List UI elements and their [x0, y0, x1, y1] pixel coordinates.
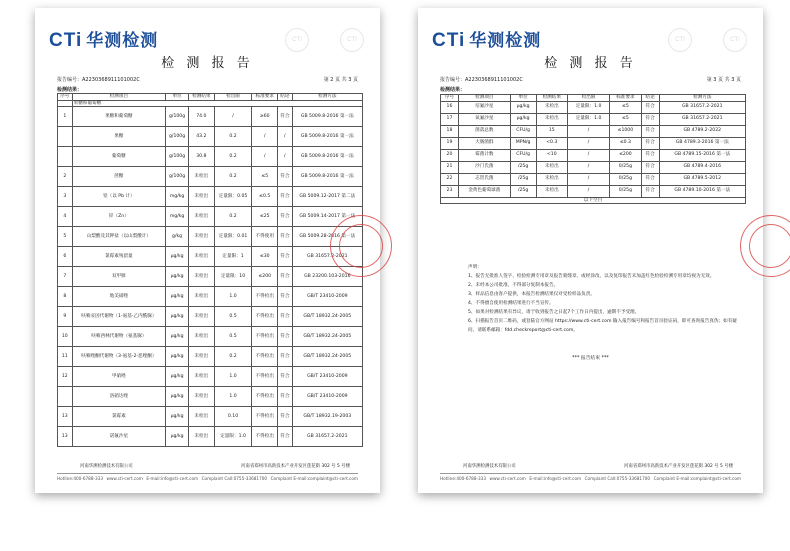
cell-unit: g/100g: [166, 167, 189, 187]
cell-limit: 定量限：1: [214, 247, 252, 267]
cell-item: 菌落总数: [458, 125, 510, 137]
report-number: 报告编号：A2230368911101002C: [57, 77, 140, 83]
table-row: [58, 367, 363, 387]
column-header: 检测方法: [659, 95, 745, 102]
cell-req: ≤1000: [610, 125, 641, 137]
report-end: *** 报告结束 ***: [572, 356, 609, 361]
column-header: 检测结果: [189, 94, 215, 101]
cell-method: GB 23200.103-2016: [292, 267, 362, 287]
results-table: [440, 94, 746, 204]
cell-unit: MPN/g: [510, 137, 536, 149]
cell-unit: CFU/g: [510, 149, 536, 161]
cell-verdict: 符合: [641, 161, 659, 173]
table-row: [441, 173, 746, 185]
cell-no: 23: [441, 185, 459, 197]
cell-item: 呋喃妥因代谢物（1-氨基-乙内酰脲）: [72, 307, 166, 327]
cell-verdict: 符合: [278, 367, 293, 387]
cell-unit: μg/kg: [166, 407, 189, 427]
company-address: 河南省郑州市高新技术产业开发区莲花街 302 号 5 号楼: [624, 464, 733, 469]
cell-result: 15: [536, 125, 567, 137]
note-line: 2、未经本公司批准，不得部分复制本报告。: [468, 283, 559, 288]
cell-req: 不得检出: [252, 307, 278, 327]
cell-verdict: 符合: [278, 107, 293, 127]
table-row: [58, 187, 363, 207]
cell-item: 大肠菌群: [458, 137, 510, 149]
cell-method: GB/T 18932.24-2005: [292, 327, 362, 347]
cell-item: 洛硝达唑: [72, 387, 166, 407]
cell-result: 未检出: [189, 267, 215, 287]
watermark-icon: CTI: [668, 28, 692, 52]
cell-verdict: 符合: [641, 125, 659, 137]
page-title: 检 测 报 告: [544, 56, 637, 71]
table-row: [441, 113, 746, 125]
cell-item: 果糖: [72, 127, 166, 147]
table-row: [58, 207, 363, 227]
cell-no: 8: [58, 287, 73, 307]
results-label: 检测结果：: [440, 87, 466, 93]
cell-result: 未检出: [536, 101, 567, 113]
cell-limit: 0.2: [214, 147, 252, 167]
cell-result: 未检出: [189, 167, 215, 187]
table-row: [58, 267, 363, 287]
website: www.cti-cert.com: [489, 476, 526, 481]
cell-req: ≤200: [610, 149, 641, 161]
report-number: 报告编号：A2230368911101002C: [440, 77, 523, 83]
cell-limit: 1.0: [214, 287, 252, 307]
column-header: 单位: [166, 94, 189, 101]
cell-no: 10: [58, 327, 73, 347]
cell-result: 未检出: [189, 347, 215, 367]
column-header: 序号: [441, 95, 459, 102]
table-row: [58, 387, 363, 407]
cell-method: GB 4789.5-2012: [659, 173, 745, 185]
cell-no: 11: [58, 347, 73, 367]
cell-verdict: 符合: [278, 267, 293, 287]
cell-result: 30.8: [189, 147, 215, 167]
cell-method: GB 5009.8-2016 第一法: [292, 107, 362, 127]
cell-verdict: 符合: [278, 427, 293, 447]
cell-unit: g/100g: [166, 147, 189, 167]
cell-limit: 0.2: [214, 167, 252, 187]
cell-unit: mg/kg: [166, 187, 189, 207]
table-row: [58, 287, 363, 307]
cell-method: GB 4789.10-2016 第一法: [659, 185, 745, 197]
cell-req: ≥60: [252, 107, 278, 127]
cell-item: 金黄色葡萄球菌: [458, 185, 510, 197]
column-header: 结论: [278, 94, 293, 101]
cell-limit: 0.2: [214, 347, 252, 367]
cti-logo: CTi 华测检测: [432, 30, 542, 51]
cell-no: [58, 147, 73, 167]
cell-limit: 定量限：1.0: [214, 427, 252, 447]
note-line: 6、扫描报告首页二维码，或登陆官方网站 https://www.cti-cert.com 输入报告编号和报告首页验证码，即可查询报告真伪；如有疑问，请联系邮箱：fdd.checkreport@cti-cert.com。: [468, 319, 737, 333]
column-header: 检测项目: [458, 95, 510, 102]
table-row: [441, 185, 746, 197]
page-title: 检 测 报 告: [161, 56, 254, 71]
cell-verdict: 符合: [641, 101, 659, 113]
cell-limit: /: [568, 161, 610, 173]
watermark-icon: CTI: [723, 28, 747, 52]
cell-req: ≤5: [252, 167, 278, 187]
table-row: [441, 161, 746, 173]
complaint-call: Complaint Call:0755-33681700: [201, 476, 268, 481]
page-number: 第 3 页 共 3 页: [706, 77, 741, 83]
cell-method: GB/T 18932.24-2005: [292, 347, 362, 367]
cell-unit: μg/kg: [166, 307, 189, 327]
table-row: [58, 167, 363, 187]
column-header: 检测结果: [536, 95, 567, 102]
cell-req: ≤0.3: [610, 137, 641, 149]
cell-limit: 定量限：1.0: [568, 113, 610, 125]
cell-req: ≤200: [252, 267, 278, 287]
cell-unit: μg/kg: [166, 287, 189, 307]
cell-req: 不得使用: [252, 227, 278, 247]
cell-unit: μg/kg: [166, 267, 189, 287]
cell-method: GB/T 23410-2009: [292, 287, 362, 307]
cell-unit: μg/kg: [166, 387, 189, 407]
cell-result: 未检出: [189, 307, 215, 327]
cell-no: 22: [441, 173, 459, 185]
cell-method: GB/T 23410-2009: [292, 387, 362, 407]
column-header: 单位: [510, 95, 536, 102]
cell-result: 未检出: [189, 187, 215, 207]
cell-limit: 定量限：0.05: [214, 187, 252, 207]
cell-limit: 0.2: [214, 127, 252, 147]
group-label: 果糖和葡萄糖: [72, 100, 362, 107]
cell-limit: /: [568, 185, 610, 197]
cell-req: 不得检出: [252, 387, 278, 407]
cell-no: 4: [58, 207, 73, 227]
cell-unit: μg/kg: [166, 247, 189, 267]
cell-item: 甲硝唑: [72, 367, 166, 387]
cell-req: 不得检出: [252, 427, 278, 447]
cell-no: 19: [441, 137, 459, 149]
cell-method: GB 5009.8-2016 第一法: [292, 127, 362, 147]
report-meta: [57, 76, 358, 83]
table-row: [58, 147, 363, 167]
column-header: 结论: [641, 95, 659, 102]
cell-no: 13: [58, 407, 73, 427]
cell-method: GB/T 18932.19-2003: [292, 407, 362, 427]
cell-result: 未检出: [189, 407, 215, 427]
cell-item: 氯霉素: [72, 407, 166, 427]
cell-no: [58, 387, 73, 407]
note-line: 声明：: [468, 265, 482, 270]
cell-req: 不得检出: [252, 407, 278, 427]
column-header: 标准要求: [610, 95, 641, 102]
cell-verdict: /: [278, 127, 293, 147]
cell-req: 0/25g: [610, 161, 641, 173]
cell-result: 未检出: [189, 287, 215, 307]
results-label: 检测结果：: [57, 87, 83, 93]
cell-unit: μg/kg: [510, 113, 536, 125]
cell-verdict: 符合: [641, 173, 659, 185]
cell-unit: g/kg: [166, 227, 189, 247]
cell-no: 1: [58, 107, 73, 127]
cell-req: ≤5: [610, 101, 641, 113]
cell-no: 13: [58, 427, 73, 447]
cell-verdict: 符合: [278, 227, 293, 247]
table-row: [58, 307, 363, 327]
red-seal-stamp: [330, 215, 392, 277]
table-row: [58, 407, 363, 427]
blank-label: 以下空白: [441, 197, 746, 204]
cell-item: 锌（Zn）: [72, 207, 166, 227]
cell-item: 山梨酸及其钾盐（以山梨酸计）: [72, 227, 166, 247]
cell-verdict: 符合: [641, 137, 659, 149]
cell-verdict: 符合: [641, 113, 659, 125]
cell-method: GB 4789.2-2022: [659, 125, 745, 137]
cell-unit: μg/kg: [166, 327, 189, 347]
cell-limit: 1.0: [214, 367, 252, 387]
cell-req: ≤0.5: [252, 187, 278, 207]
cell-limit: 定量限：10: [214, 267, 252, 287]
column-header: 标准要求: [252, 94, 278, 101]
cell-verdict: 符合: [278, 347, 293, 367]
cell-result: 未检出: [536, 185, 567, 197]
cell-verdict: 符合: [278, 327, 293, 347]
cell-method: GB 5009.14-2017 第一法: [292, 207, 362, 227]
cell-limit: 定量限：0.01: [214, 227, 252, 247]
cell-limit: /: [568, 149, 610, 161]
cell-item: 葡萄糖: [72, 147, 166, 167]
hotline: Hotline:400-6788-333: [57, 476, 103, 481]
cell-verdict: 符合: [278, 187, 293, 207]
cell-item: 呋喃西林代谢物（氨基脲）: [72, 327, 166, 347]
cell-limit: 0.2: [214, 207, 252, 227]
cell-req: 不得检出: [252, 367, 278, 387]
note-line: 3、样品信息由客户提供，本报告检测结果仅对受检样品负责。: [468, 292, 595, 297]
results-table: [57, 93, 363, 447]
cell-result: 43.2: [189, 127, 215, 147]
cell-item: 沙门氏菌: [458, 161, 510, 173]
cell-no: 7: [58, 267, 73, 287]
table-row: [441, 125, 746, 137]
cell-item: 培氟沙星: [458, 101, 510, 113]
cell-req: ≤30: [252, 247, 278, 267]
cell-limit: 0.5: [214, 327, 252, 347]
cell-item: 蔗糖: [72, 167, 166, 187]
cell-result: <10: [536, 149, 567, 161]
cell-item: 地美硝唑: [72, 287, 166, 307]
cell-result: <0.3: [536, 137, 567, 149]
table-header: [58, 94, 363, 101]
complaint-email: Complaint E-mail:complaint@cti-cert.com: [653, 476, 741, 481]
watermark-icon: CTI: [285, 28, 309, 52]
cell-verdict: 符合: [278, 287, 293, 307]
cell-result: 未检出: [536, 173, 567, 185]
column-header: 检出限: [214, 94, 252, 101]
cell-result: 未检出: [189, 327, 215, 347]
cell-method: GB 31657.2-2021: [292, 247, 362, 267]
cell-item: 志贺氏菌: [458, 173, 510, 185]
cell-item: 呋喃唑酮代谢物（3-氨基-2-恶唑酮）: [72, 347, 166, 367]
cell-limit: 定量限：1.0: [568, 101, 610, 113]
email: E-mail:info@cti-cert.com: [146, 476, 199, 481]
page-number: 第 2 页 共 3 页: [323, 77, 358, 83]
cell-unit: g/100g: [166, 127, 189, 147]
cell-no: 5: [58, 227, 73, 247]
cell-req: 不得检出: [252, 287, 278, 307]
cell-method: GB 4789.4-2016: [659, 161, 745, 173]
cell-result: 未检出: [189, 387, 215, 407]
cell-req: ≤5: [610, 113, 641, 125]
column-header: 检测项目: [72, 94, 166, 101]
cell-unit: μg/kg: [166, 427, 189, 447]
cell-unit: /25g: [510, 161, 536, 173]
cell-verdict: 符合: [278, 387, 293, 407]
blank-row: [441, 197, 746, 204]
cell-method: GB 31657.2-2021: [292, 427, 362, 447]
cell-verdict: 符合: [641, 185, 659, 197]
cell-limit: 1.0: [214, 387, 252, 407]
report-page-2: [35, 8, 380, 493]
cell-result: 未检出: [536, 113, 567, 125]
cell-method: GB/T 18932.24-2005: [292, 307, 362, 327]
cell-verdict: 符合: [278, 407, 293, 427]
cell-result: 未检出: [189, 207, 215, 227]
cell-verdict: 符合: [278, 167, 293, 187]
cell-limit: /: [568, 173, 610, 185]
cell-no: 18: [441, 125, 459, 137]
cell-unit: /25g: [510, 185, 536, 197]
cell-verdict: /: [278, 147, 293, 167]
cell-req: /: [252, 147, 278, 167]
cell-result: 未检出: [189, 247, 215, 267]
table-row: [58, 107, 363, 127]
company-address: 河南省郑州市高新技术产业开发区莲花街 302 号 5 号楼: [241, 464, 350, 469]
cell-result: 未检出: [189, 367, 215, 387]
cell-method: GB 5009.8-2016 第一法: [292, 167, 362, 187]
note-line: 1、报告无批准人签字、检验检测专用章及报告骑缝章、或经涂改，以及复印报告未加盖红色检验检测专用章均视为无效。: [468, 274, 715, 279]
table-row: [441, 101, 746, 113]
cti-logo: CTi 华测检测: [49, 30, 159, 51]
cell-no: 6: [58, 247, 73, 267]
table-row: [58, 247, 363, 267]
statement-notes: [468, 263, 738, 335]
cell-no: 20: [441, 149, 459, 161]
cell-item: 氯霉素残留量: [72, 247, 166, 267]
cell-no: 3: [58, 187, 73, 207]
website: www.cti-cert.com: [106, 476, 143, 481]
cell-result: 74.0: [189, 107, 215, 127]
cell-method: GB 5009.28-2016 第一法: [292, 227, 362, 247]
cell-req: /: [252, 127, 278, 147]
cell-method: GB 4789.15-2016 第一法: [659, 149, 745, 161]
cell-limit: 0.10: [214, 407, 252, 427]
hotline: Hotline:400-6788-333: [440, 476, 486, 481]
cell-method: GB 31657.2-2021: [659, 113, 745, 125]
cell-verdict: 符合: [641, 149, 659, 161]
cell-limit: /: [214, 107, 252, 127]
table-row: [58, 427, 363, 447]
cell-unit: μg/kg: [166, 367, 189, 387]
cell-req: 不得检出: [252, 347, 278, 367]
cell-no: [58, 127, 73, 147]
cell-item: 果糖和葡萄糖: [72, 107, 166, 127]
cell-req: ≤25: [252, 207, 278, 227]
company-name: 河南华测检测技术有限公司: [463, 464, 516, 469]
column-header: 序号: [58, 94, 73, 101]
page-footer: [463, 463, 733, 469]
cell-no: 9: [58, 307, 73, 327]
cell-result: 未检出: [536, 161, 567, 173]
cell-no: 2: [58, 167, 73, 187]
report-page-3: [418, 8, 763, 493]
table-row: [58, 327, 363, 347]
cell-req: 不得检出: [252, 327, 278, 347]
table-row: [58, 347, 363, 367]
cell-unit: mg/kg: [166, 207, 189, 227]
table-row: [441, 137, 746, 149]
cell-no: 16: [441, 101, 459, 113]
column-header: 检测方法: [292, 94, 362, 101]
cell-no: 21: [441, 161, 459, 173]
contact-bar: [57, 473, 358, 481]
cell-limit: 0.5: [214, 307, 252, 327]
cell-result: 未检出: [189, 227, 215, 247]
table-header: [441, 95, 746, 102]
cell-method: GB 4789.3-2016 第一法: [659, 137, 745, 149]
table-row: [58, 227, 363, 247]
group-row: [58, 100, 363, 107]
cell-result: 未检出: [189, 427, 215, 447]
cell-unit: μg/kg: [510, 101, 536, 113]
cell-item: 双甲脒: [72, 267, 166, 287]
table-row: [441, 149, 746, 161]
cell-no: 17: [441, 113, 459, 125]
cell-item: 诺氟沙星: [72, 427, 166, 447]
complaint-email: Complaint E-mail:complaint@cti-cert.com: [270, 476, 358, 481]
page-footer: [80, 463, 350, 469]
cell-method: GB 31657.2-2021: [659, 101, 745, 113]
cell-limit: /: [568, 125, 610, 137]
cell-verdict: 符合: [278, 207, 293, 227]
note-line: 4、不得擅自使用检测结果进行不当宣传。: [468, 301, 554, 306]
cell-item: 霉菌计数: [458, 149, 510, 161]
report-meta: [440, 76, 741, 83]
email: E-mail:info@cti-cert.com: [529, 476, 582, 481]
cell-req: 0/25g: [610, 173, 641, 185]
watermark-icon: CTI: [340, 28, 364, 52]
column-header: 检出限: [568, 95, 610, 102]
contact-bar: [440, 473, 741, 481]
cell-verdict: 符合: [278, 307, 293, 327]
cell-method: GB 5009.12-2017 第二法: [292, 187, 362, 207]
cell-unit: g/100g: [166, 107, 189, 127]
cell-req: 0/25g: [610, 185, 641, 197]
cell-limit: /: [568, 137, 610, 149]
cell-unit: μg/kg: [166, 347, 189, 367]
cell-method: GB/T 23410-2009: [292, 367, 362, 387]
cell-item: 氧氟沙星: [458, 113, 510, 125]
company-name: 河南华测检测技术有限公司: [80, 464, 133, 469]
cell-unit: CFU/g: [510, 125, 536, 137]
complaint-call: Complaint Call:0755-33681700: [584, 476, 651, 481]
cell-verdict: 符合: [278, 247, 293, 267]
cell-method: GB 5009.8-2016 第一法: [292, 147, 362, 167]
cell-item: 铅（以 Pb 计）: [72, 187, 166, 207]
cell-no: 12: [58, 367, 73, 387]
note-line: 5、如果对检测结果有异议，请于收到报告之日起7个工作日内提出，逾期不予受理。: [468, 310, 640, 315]
cell-unit: /25g: [510, 173, 536, 185]
table-row: [58, 127, 363, 147]
